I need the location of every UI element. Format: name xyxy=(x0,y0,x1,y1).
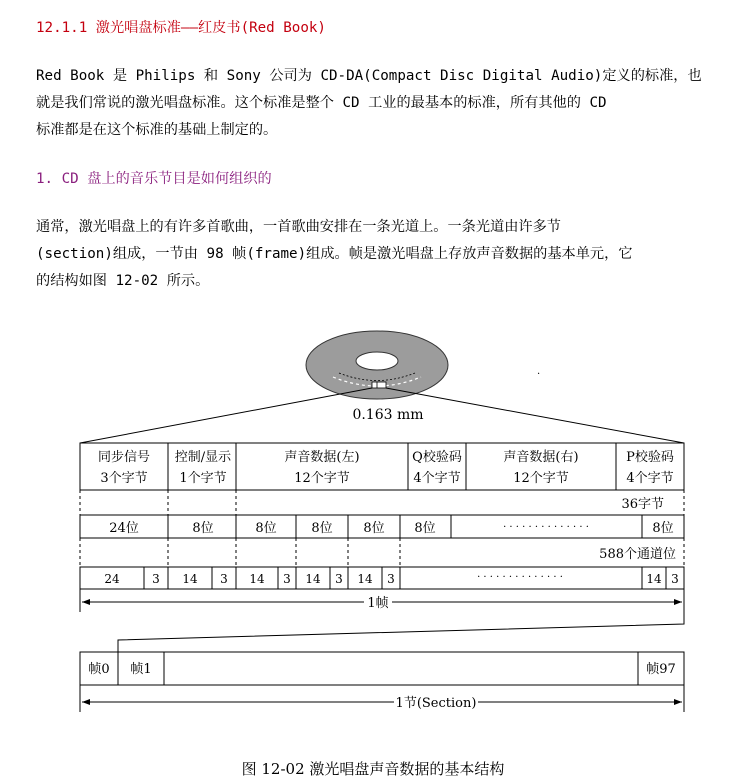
ch-merge-2: 3 xyxy=(220,572,228,586)
field-audio-left-size: 12个字节 xyxy=(294,471,350,486)
body-line-2: (section)组成，一节由 98 帧(frame)组成。帧是激光唱盘上存放声音数据的基本单元，它 xyxy=(36,246,633,262)
bits-data-3: 8位 xyxy=(363,521,385,536)
section-span-label: 1节(Section) xyxy=(395,696,477,711)
field-p-parity-name: P校验码 xyxy=(626,450,674,465)
body-line-3: 的结构如图 12-02 所示。 xyxy=(36,273,210,289)
bits-data-1: 8位 xyxy=(255,521,277,536)
section-frame-0: 帧0 xyxy=(88,662,110,677)
ch-efm-last: 14 xyxy=(646,572,662,586)
bit-row-dots: · · · · · · · · · · · · · · xyxy=(503,522,589,533)
ch-sync-24: 24 xyxy=(104,572,120,586)
section-frame-97: 帧97 xyxy=(646,662,676,677)
field-sync-size: 3个字节 xyxy=(100,471,148,486)
bits-sync: 24位 xyxy=(109,521,139,536)
frame-fields-row xyxy=(80,443,684,490)
field-q-parity-name: Q校验码 xyxy=(412,450,462,465)
ch-merge-5: 3 xyxy=(387,572,395,586)
ch-merge-4: 3 xyxy=(335,572,343,586)
section-frame-1: 帧1 xyxy=(130,662,152,677)
svg-text:.: . xyxy=(537,366,541,377)
ch-efm-1: 14 xyxy=(182,572,198,586)
bytes-total-label: 36字节 xyxy=(621,497,664,512)
field-audio-right-size: 12个字节 xyxy=(513,471,569,486)
channel-bit-row xyxy=(80,567,684,589)
field-control-name: 控制/显示 xyxy=(174,450,232,465)
field-sync-name: 同步信号 xyxy=(97,450,151,465)
intro-line-3: 标准都是在这个标准的基础上制定的。 xyxy=(36,122,278,138)
field-audio-left-name: 声音数据(左) xyxy=(284,450,360,465)
disc-icon xyxy=(306,331,448,399)
channel-row-dots: · · · · · · · · · · · · · · xyxy=(477,572,563,583)
ch-merge-3: 3 xyxy=(283,572,291,586)
field-audio-right-name: 声音数据(右) xyxy=(503,450,579,465)
field-p-parity-size: 4个字节 xyxy=(626,471,674,486)
bits-data-2: 8位 xyxy=(311,521,333,536)
bits-data-last: 8位 xyxy=(652,521,674,536)
channel-bits-total-label: 588个通道位 xyxy=(599,547,676,562)
body-line-1: 通常，激光唱盘上的有许多首歌曲，一首歌曲安排在一条光道上。一条光道由许多节 xyxy=(36,219,561,235)
section-row xyxy=(80,652,684,685)
bits-control: 8位 xyxy=(192,521,214,536)
ch-efm-2: 14 xyxy=(249,572,265,586)
ch-merge-last: 3 xyxy=(671,572,679,586)
ch-merge-1: 3 xyxy=(152,572,160,586)
bits-data-4: 8位 xyxy=(414,521,436,536)
section-heading: 12.1.1 激光唱盘标准——红皮书(Red Book) xyxy=(36,20,326,36)
frame-span-label: 1帧 xyxy=(367,596,389,611)
track-width-label: 0.163 mm xyxy=(352,407,424,423)
figure-caption: 图 12-02 激光唱盘声音数据的基本结构 xyxy=(241,760,505,778)
field-q-parity-size: 4个字节 xyxy=(413,471,461,486)
field-control-size: 1个字节 xyxy=(179,471,227,486)
intro-line-1: Red Book 是 Philips 和 Sony 公司为 CD-DA(Compact Disc Digital Audio)定义的标准，也 xyxy=(36,68,702,84)
ch-efm-3: 14 xyxy=(305,572,321,586)
ch-efm-4: 14 xyxy=(357,572,373,586)
intro-line-2: 就是我们常说的激光唱盘标准。这个标准是整个 CD 工业的最基本的标准，所有其他的 CD xyxy=(36,95,607,111)
subsection-heading: 1. CD 盘上的音乐节目是如何组织的 xyxy=(36,171,272,187)
